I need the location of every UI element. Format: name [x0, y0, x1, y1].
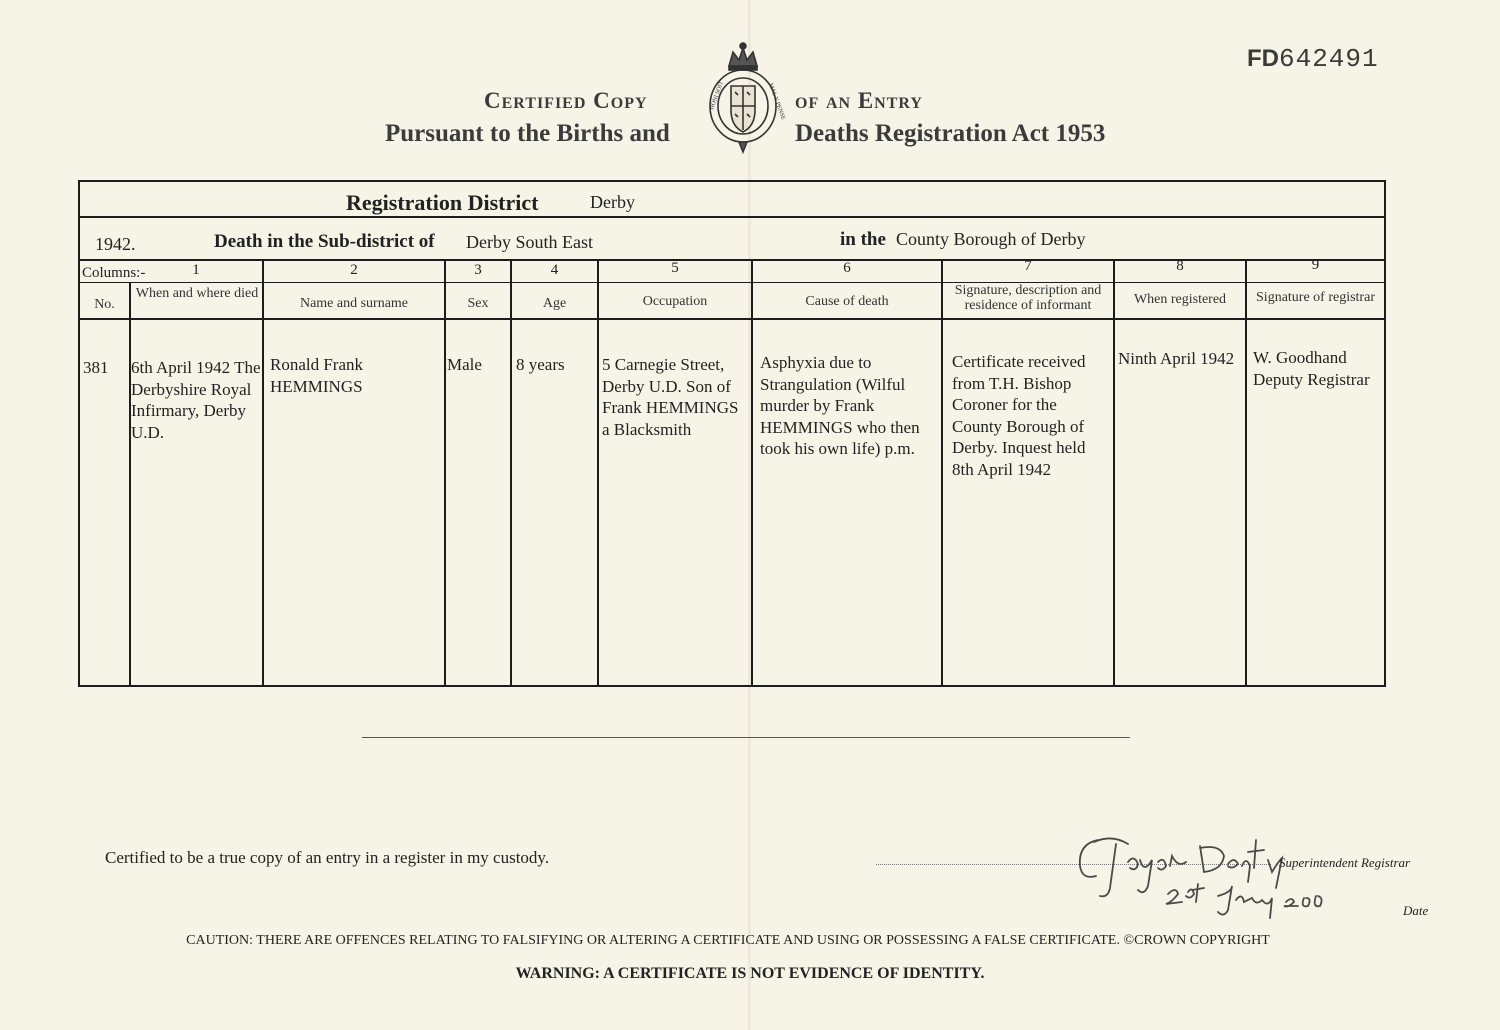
- header-no: No.: [94, 297, 115, 312]
- date-label: Date: [1403, 903, 1429, 918]
- column-number-4: 4: [550, 262, 559, 278]
- column-divider: [751, 259, 753, 687]
- superintendent-registrar-label: Superintendent Registrar: [1279, 855, 1411, 870]
- certified-statement: Certified to be a true copy of an entry in a register in my custody.: [105, 848, 550, 867]
- column-number-5: 5: [671, 260, 679, 276]
- crest-motto-left: HONI SOIT: [709, 80, 726, 111]
- column-number-6: 6: [843, 260, 851, 276]
- columns-label: Columns:-: [82, 265, 146, 281]
- entry-cause-of-death: Asphyxia due to Strangulation (Wilful murder by Frank HEMMINGS who then took his own life) p.m.: [760, 353, 920, 458]
- entry-occupation: 5 Carnegie Street, Derby U.D. Son of Frank HEMMINGS a Blacksmith: [602, 355, 739, 439]
- header-certified-copy: Certified Copy: [484, 88, 648, 113]
- entry-when-where: 6th April 1942 The Derbyshire Royal Infirmary, Derby U.D.: [131, 358, 261, 442]
- header-occupation: Occupation: [642, 294, 708, 309]
- header-cause-of-death: Cause of death: [805, 294, 889, 309]
- column-divider: [1245, 259, 1247, 687]
- column-number-8: 8: [1176, 258, 1184, 274]
- header-name-surname: Name and surname: [299, 296, 409, 311]
- row-divider: [78, 318, 1386, 320]
- column-number-3: 3: [474, 262, 482, 278]
- column-divider: [262, 259, 264, 687]
- column-number-9: 9: [1311, 257, 1320, 273]
- certificate-serial: FD642491: [1247, 44, 1379, 74]
- blank-line: [362, 737, 1130, 738]
- header-when-where-died: When and where died: [135, 286, 259, 301]
- header-age: Age: [542, 296, 567, 311]
- royal-crest-icon: [703, 40, 786, 158]
- entry-when-registered: Ninth April 1942: [1118, 349, 1235, 368]
- header-signature-registrar: Signature of registrar: [1256, 290, 1375, 305]
- registration-district-label: Registration District: [346, 190, 539, 215]
- row-divider: [78, 216, 1386, 218]
- subdistrict-label: Death in the Sub-district of: [214, 231, 435, 252]
- header-of-an-entry: of an Entry: [795, 88, 923, 113]
- header-informant: Signature, description and residence of informant: [954, 283, 1102, 313]
- row-divider: [78, 282, 1386, 283]
- column-divider: [941, 259, 943, 687]
- entry-age: 8 years: [516, 355, 565, 374]
- column-divider: [510, 259, 512, 687]
- entry-registrar-signature: W. Goodhand Deputy Registrar: [1253, 348, 1370, 389]
- header-pursuant: Pursuant to the Births and: [385, 120, 670, 147]
- header-sex: Sex: [467, 296, 489, 311]
- column-number-2: 2: [350, 262, 358, 278]
- column-number-1: 1: [192, 262, 200, 278]
- entry-number: 381: [83, 358, 109, 377]
- column-divider: [129, 283, 131, 687]
- caution-notice: CAUTION: THERE ARE OFFENCES RELATING TO FALSIFYING OR ALTERING A CERTIFICATE AND USING OR POSSESSING A FALSE CERTIFICATE. ©CROWN COPYRIGHT: [186, 933, 1270, 948]
- county-in-label: in the: [840, 229, 886, 250]
- entry-sex: Male: [447, 355, 482, 374]
- entry-informant: Certificate received from T.H. Bishop Coroner for the County Borough of Derby. Inquest held 8th April 1942: [952, 352, 1086, 479]
- entry-name: Ronald Frank HEMMINGS: [270, 355, 364, 396]
- entry-year: 1942.: [95, 234, 136, 254]
- subdistrict-value: Derby South East: [466, 232, 593, 252]
- column-divider: [597, 259, 599, 687]
- header-registration-act: Deaths Registration Act 1953: [795, 120, 1106, 147]
- county-value: County Borough of Derby: [896, 229, 1086, 249]
- column-divider: [1113, 259, 1115, 687]
- handwritten-signature: [1072, 826, 1342, 926]
- registration-district-value: Derby: [590, 192, 635, 212]
- column-number-7: 7: [1024, 258, 1032, 274]
- column-divider: [444, 259, 446, 687]
- warning-notice: WARNING: A CERTIFICATE IS NOT EVIDENCE OF IDENTITY.: [515, 965, 985, 982]
- header-when-registered: When registered: [1133, 292, 1227, 307]
- crest-motto-right: MAL Y PENSE: [767, 82, 786, 121]
